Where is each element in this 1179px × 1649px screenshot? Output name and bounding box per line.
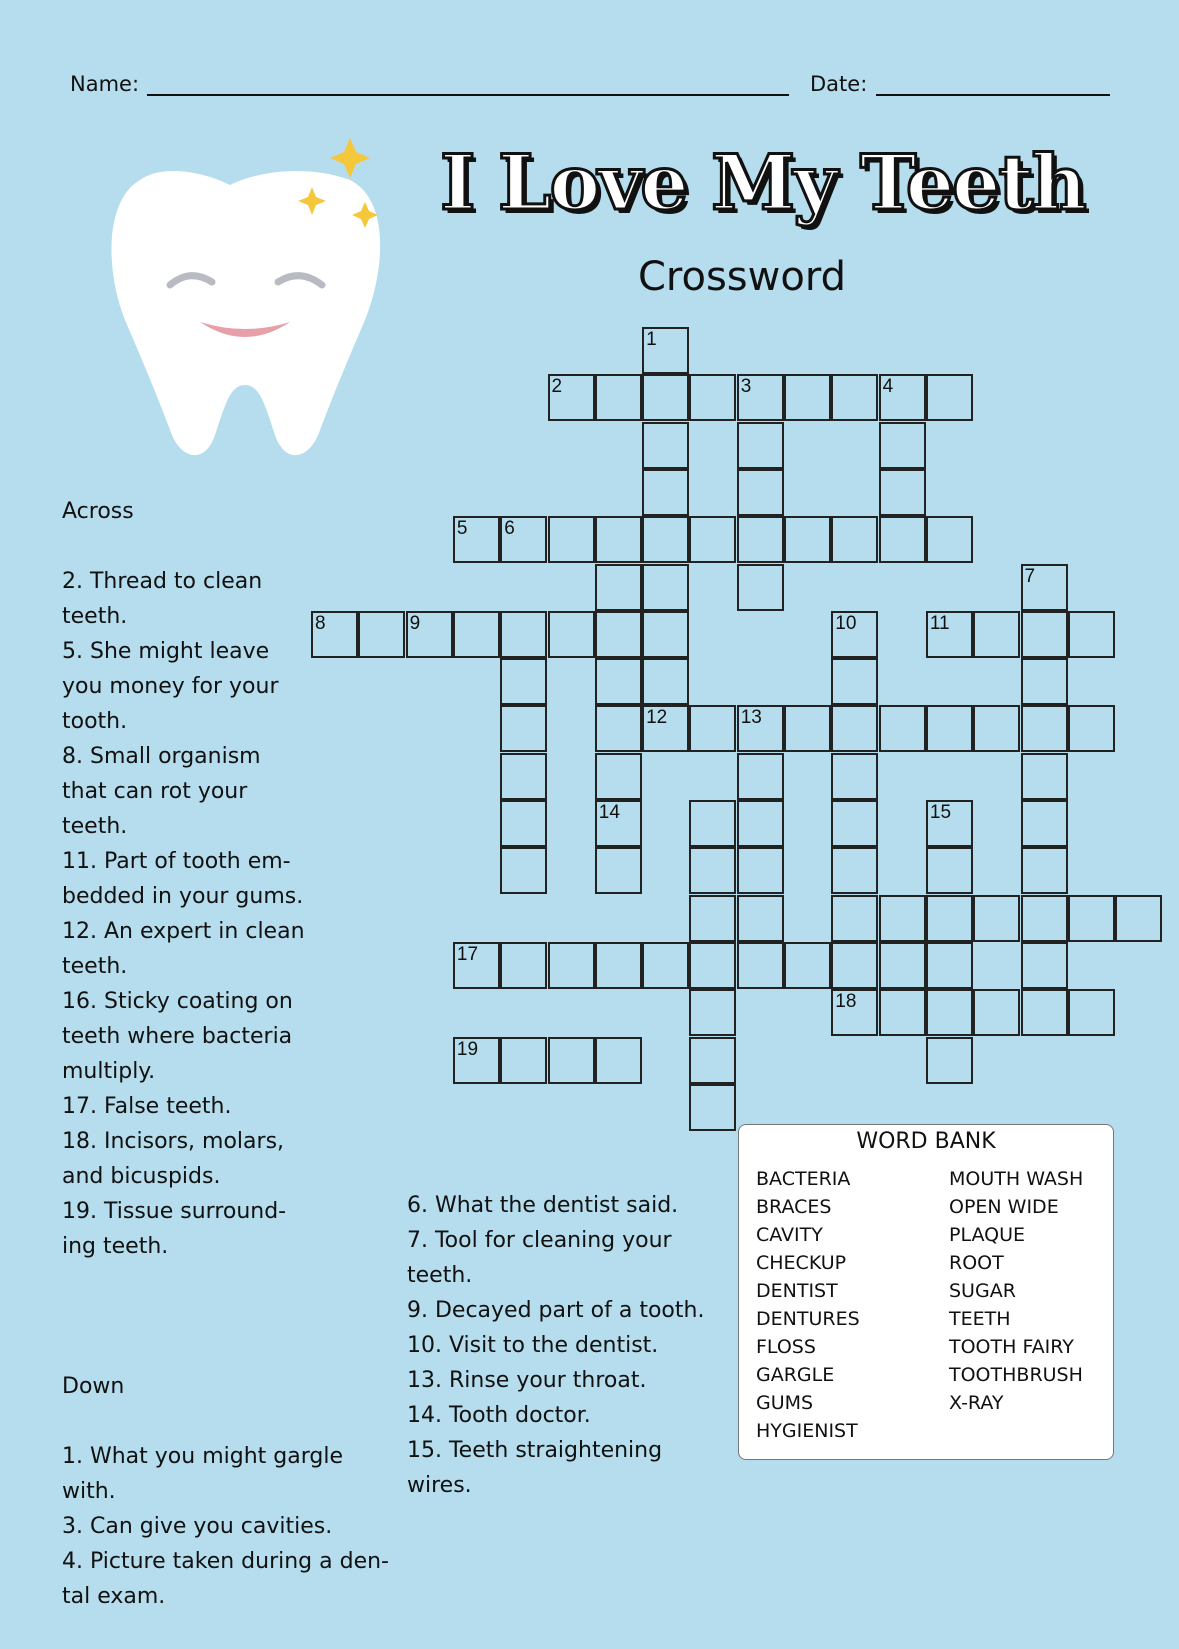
crossword-cell[interactable] [973, 895, 1020, 942]
clue-line: 18. Incisors, molars, [62, 1129, 285, 1154]
word-bank-entry: CHECKUP [756, 1252, 847, 1274]
clue-line: 16. Sticky coating on [62, 989, 293, 1014]
cell-number: 15 [929, 802, 952, 823]
crossword-cell[interactable] [500, 611, 547, 658]
clue-line: that can rot your [62, 779, 248, 804]
crossword-cell[interactable] [879, 516, 926, 563]
crossword-cell[interactable] [737, 564, 784, 611]
crossword-cell[interactable] [926, 895, 973, 942]
crossword-cell[interactable] [595, 516, 642, 563]
clue-line: 12. An expert in clean [62, 919, 305, 944]
crossword-cell[interactable] [1021, 753, 1068, 800]
clue-line: 9. Decayed part of a tooth. [407, 1298, 705, 1323]
crossword-cell[interactable] [831, 800, 878, 847]
crossword-cell[interactable] [689, 516, 736, 563]
cell-number: 19 [456, 1038, 479, 1060]
clue-line: teeth. [407, 1263, 473, 1288]
word-bank-left-column [756, 1165, 860, 1445]
clue-line: teeth. [62, 954, 128, 979]
page-subtitle: Crossword [638, 254, 846, 300]
crossword-cell[interactable] [831, 942, 878, 989]
crossword-cell[interactable] [973, 989, 1020, 1036]
clue-line: 13. Rinse your throat. [407, 1368, 647, 1393]
word-bank-entry: PLAQUE [949, 1224, 1026, 1246]
tooth-body [111, 171, 380, 455]
crossword-cell[interactable] [737, 422, 784, 469]
crossword-cell[interactable] [689, 1037, 736, 1084]
crossword-cell[interactable] [973, 611, 1020, 658]
word-bank [738, 1124, 1114, 1460]
crossword-cell[interactable] [689, 1084, 736, 1131]
crossword-cell[interactable] [1068, 895, 1115, 942]
crossword-cell[interactable] [926, 800, 973, 847]
clue-line: you money for your [62, 674, 279, 699]
clue-line: 6. What the dentist said. [407, 1193, 679, 1218]
crossword-cell[interactable] [737, 753, 784, 800]
crossword-cell[interactable] [689, 374, 736, 421]
crossword-cell[interactable] [737, 469, 784, 516]
crossword-cell[interactable] [926, 516, 973, 563]
crossword-cell[interactable] [1115, 895, 1162, 942]
crossword-cell[interactable] [548, 942, 595, 989]
cell-number: 11 [929, 612, 950, 634]
cell-number: 7 [1024, 565, 1036, 587]
crossword-cell[interactable] [595, 847, 642, 894]
word-bank-entry: OPEN WIDE [949, 1196, 1059, 1218]
crossword-cell[interactable] [642, 327, 689, 374]
crossword-cell[interactable] [926, 705, 973, 752]
crossword-cell[interactable] [831, 989, 878, 1036]
crossword-cell[interactable] [879, 469, 926, 516]
crossword-cell[interactable] [879, 374, 926, 421]
crossword-cell[interactable] [642, 374, 689, 421]
crossword-cell[interactable] [737, 895, 784, 942]
clues-column-1 [62, 459, 392, 1649]
crossword-cell[interactable] [926, 942, 973, 989]
clue-line: teeth where bacteria [62, 1024, 293, 1049]
word-bank-entry: TOOTHBRUSH [949, 1364, 1083, 1386]
crossword-cell[interactable] [689, 895, 736, 942]
word-bank-entry: FLOSS [756, 1336, 816, 1358]
clue-line: 1. What you might gargle [62, 1444, 343, 1469]
crossword-cell[interactable] [1021, 847, 1068, 894]
crossword-cell[interactable] [737, 942, 784, 989]
down-heading: Down [62, 1374, 125, 1399]
word-bank-entry: X-RAY [949, 1392, 1004, 1414]
crossword-cell[interactable] [737, 516, 784, 563]
crossword-cell[interactable] [500, 800, 547, 847]
cell-number: 17 [456, 943, 479, 965]
crossword-cell[interactable] [784, 942, 831, 989]
crossword-cell[interactable] [784, 374, 831, 421]
crossword-cell[interactable] [879, 895, 926, 942]
crossword-cell[interactable] [595, 753, 642, 800]
word-bank-entry: ROOT [949, 1252, 1004, 1274]
clue-line: and bicuspids. [62, 1164, 221, 1189]
crossword-cell[interactable] [406, 611, 453, 658]
crossword-cell[interactable] [642, 611, 689, 658]
crossword-cell[interactable] [1068, 989, 1115, 1036]
cell-number: 1 [646, 329, 657, 350]
crossword-cell[interactable] [737, 800, 784, 847]
date-field[interactable] [876, 94, 1110, 96]
page-title: I Love My Teeth [440, 138, 1085, 227]
crossword-cell[interactable] [689, 847, 736, 894]
clue-line: 3. Can give you cavities. [62, 1514, 333, 1539]
word-bank-entry: GUMS [756, 1392, 814, 1414]
cell-number: 4 [882, 376, 894, 398]
tooth-illustration [100, 130, 400, 470]
word-bank-entry: DENTURES [756, 1308, 860, 1330]
crossword-cell[interactable] [453, 516, 500, 563]
crossword-cell[interactable] [689, 942, 736, 989]
crossword-cell[interactable] [1021, 611, 1068, 658]
crossword-cell[interactable] [737, 705, 784, 752]
crossword-cell[interactable] [689, 800, 736, 847]
crossword-cell[interactable] [831, 895, 878, 942]
word-bank-entry: MOUTH WASH [949, 1168, 1084, 1190]
crossword-cell[interactable] [642, 705, 689, 752]
crossword-cell[interactable] [642, 469, 689, 516]
crossword-cell[interactable] [831, 753, 878, 800]
crossword-cell[interactable] [737, 847, 784, 894]
clue-line: multiply. [62, 1059, 156, 1084]
crossword-cell[interactable] [689, 989, 736, 1036]
clue-line: teeth. [62, 604, 128, 629]
crossword-cell[interactable] [595, 942, 642, 989]
crossword-cell[interactable] [831, 705, 878, 752]
crossword-cell[interactable] [831, 374, 878, 421]
word-bank-entry: DENTIST [756, 1280, 838, 1302]
cell-number: 13 [740, 707, 762, 729]
crossword-cell[interactable] [500, 658, 547, 705]
crossword-cell[interactable] [689, 705, 736, 752]
crossword-cell[interactable] [595, 800, 642, 847]
crossword-cell[interactable] [595, 374, 642, 421]
crossword-cell[interactable] [642, 422, 689, 469]
cell-number: 6 [504, 518, 515, 540]
crossword-cell[interactable] [500, 705, 547, 752]
crossword-cell[interactable] [926, 611, 973, 658]
cell-number: 2 [551, 376, 563, 398]
clue-line: wires. [407, 1473, 472, 1498]
crossword-cell[interactable] [879, 705, 926, 752]
across-heading: Across [62, 499, 134, 524]
name-label: Name: [70, 72, 140, 96]
clue-line: tooth. [62, 709, 128, 734]
word-bank-entry: CAVITY [756, 1224, 823, 1246]
clue-line: ing teeth. [62, 1234, 169, 1259]
cell-number: 9 [409, 612, 421, 634]
cell-number: 5 [456, 518, 468, 540]
date-label: Date: [810, 72, 868, 96]
clue-line: 7. Tool for cleaning your [407, 1228, 672, 1253]
crossword-cell[interactable] [1021, 895, 1068, 942]
crossword-cell[interactable] [453, 1037, 500, 1084]
word-bank-entry: BACTERIA [756, 1168, 851, 1190]
crossword-cell[interactable] [500, 753, 547, 800]
name-field[interactable] [147, 94, 789, 96]
cell-number: 10 [835, 612, 857, 634]
clue-line: 10. Visit to the dentist. [407, 1333, 659, 1358]
crossword-cell[interactable] [1068, 611, 1115, 658]
crossword-cell[interactable] [595, 611, 642, 658]
clues-column-2 [407, 1153, 727, 1538]
word-bank-entry: TOOTH FAIRY [949, 1336, 1074, 1358]
crossword-cell[interactable] [879, 422, 926, 469]
crossword-cell[interactable] [500, 847, 547, 894]
crossword-cell[interactable] [784, 705, 831, 752]
clue-line: with. [62, 1479, 116, 1504]
crossword-cell[interactable] [831, 658, 878, 705]
crossword-cell[interactable] [879, 989, 926, 1036]
crossword-cell[interactable] [642, 658, 689, 705]
crossword-cell[interactable] [595, 705, 642, 752]
word-bank-entry: HYGIENIST [756, 1420, 858, 1442]
crossword-cell[interactable] [1021, 658, 1068, 705]
crossword-cell[interactable] [879, 942, 926, 989]
word-bank-entry: BRACES [756, 1196, 832, 1218]
crossword-cell[interactable] [831, 516, 878, 563]
word-bank-title: WORD BANK [856, 1129, 996, 1154]
crossword-cell[interactable] [642, 564, 689, 611]
crossword-cell[interactable] [831, 611, 878, 658]
crossword-cell[interactable] [1021, 942, 1068, 989]
crossword-cell[interactable] [1021, 705, 1068, 752]
cell-number: 18 [835, 991, 857, 1013]
crossword-cell[interactable] [737, 374, 784, 421]
crossword-cell[interactable] [642, 516, 689, 563]
crossword-cell[interactable] [548, 516, 595, 563]
cell-number: 12 [646, 707, 668, 729]
clue-line: 11. Part of tooth em- [62, 849, 291, 874]
clue-line: teeth. [62, 814, 128, 839]
crossword-cell[interactable] [926, 1037, 973, 1084]
crossword-cell[interactable] [595, 1037, 642, 1084]
crossword-cell[interactable] [926, 989, 973, 1036]
word-bank-entry: TEETH [949, 1308, 1011, 1330]
cell-number: 3 [740, 376, 752, 398]
clue-line: 5. She might leave [62, 639, 270, 664]
crossword-cell[interactable] [1021, 989, 1068, 1036]
sparkle-large [330, 138, 370, 178]
clue-line: 19. Tissue surround- [62, 1199, 287, 1224]
cell-number: 8 [315, 612, 326, 634]
clue-line: 15. Teeth straightening [407, 1438, 663, 1463]
crossword-cell[interactable] [926, 847, 973, 894]
crossword-cell[interactable] [548, 1037, 595, 1084]
crossword-cell[interactable] [642, 942, 689, 989]
crossword-cell[interactable] [973, 705, 1020, 752]
clue-line: 8. Small organism [62, 744, 261, 769]
crossword-cell[interactable] [500, 942, 547, 989]
crossword-cell[interactable] [453, 611, 500, 658]
crossword-cell[interactable] [500, 1037, 547, 1084]
crossword-cell[interactable] [831, 847, 878, 894]
word-bank-entry: SUGAR [949, 1280, 1016, 1302]
crossword-cell[interactable] [453, 942, 500, 989]
crossword-cell[interactable] [926, 374, 973, 421]
crossword-cell[interactable] [548, 374, 595, 421]
clue-line: 2. Thread to clean [62, 569, 263, 594]
crossword-cell[interactable] [500, 516, 547, 563]
crossword-cell[interactable] [595, 658, 642, 705]
clue-line: bedded in your gums. [62, 884, 304, 909]
crossword-cell[interactable] [1021, 564, 1068, 611]
word-bank-right-column [949, 1165, 1083, 1417]
crossword-cell[interactable] [1068, 705, 1115, 752]
clue-line: tal exam. [62, 1584, 166, 1609]
clue-line: 4. Picture taken during a den- [62, 1549, 389, 1574]
crossword-cell[interactable] [595, 564, 642, 611]
crossword-cell[interactable] [784, 516, 831, 563]
clue-line: 14. Tooth doctor. [407, 1403, 591, 1428]
crossword-cell[interactable] [1021, 800, 1068, 847]
clue-line: 17. False teeth. [62, 1094, 232, 1119]
cell-number: 14 [598, 802, 620, 823]
crossword-cell[interactable] [548, 611, 595, 658]
word-bank-entry: GARGLE [756, 1364, 835, 1386]
